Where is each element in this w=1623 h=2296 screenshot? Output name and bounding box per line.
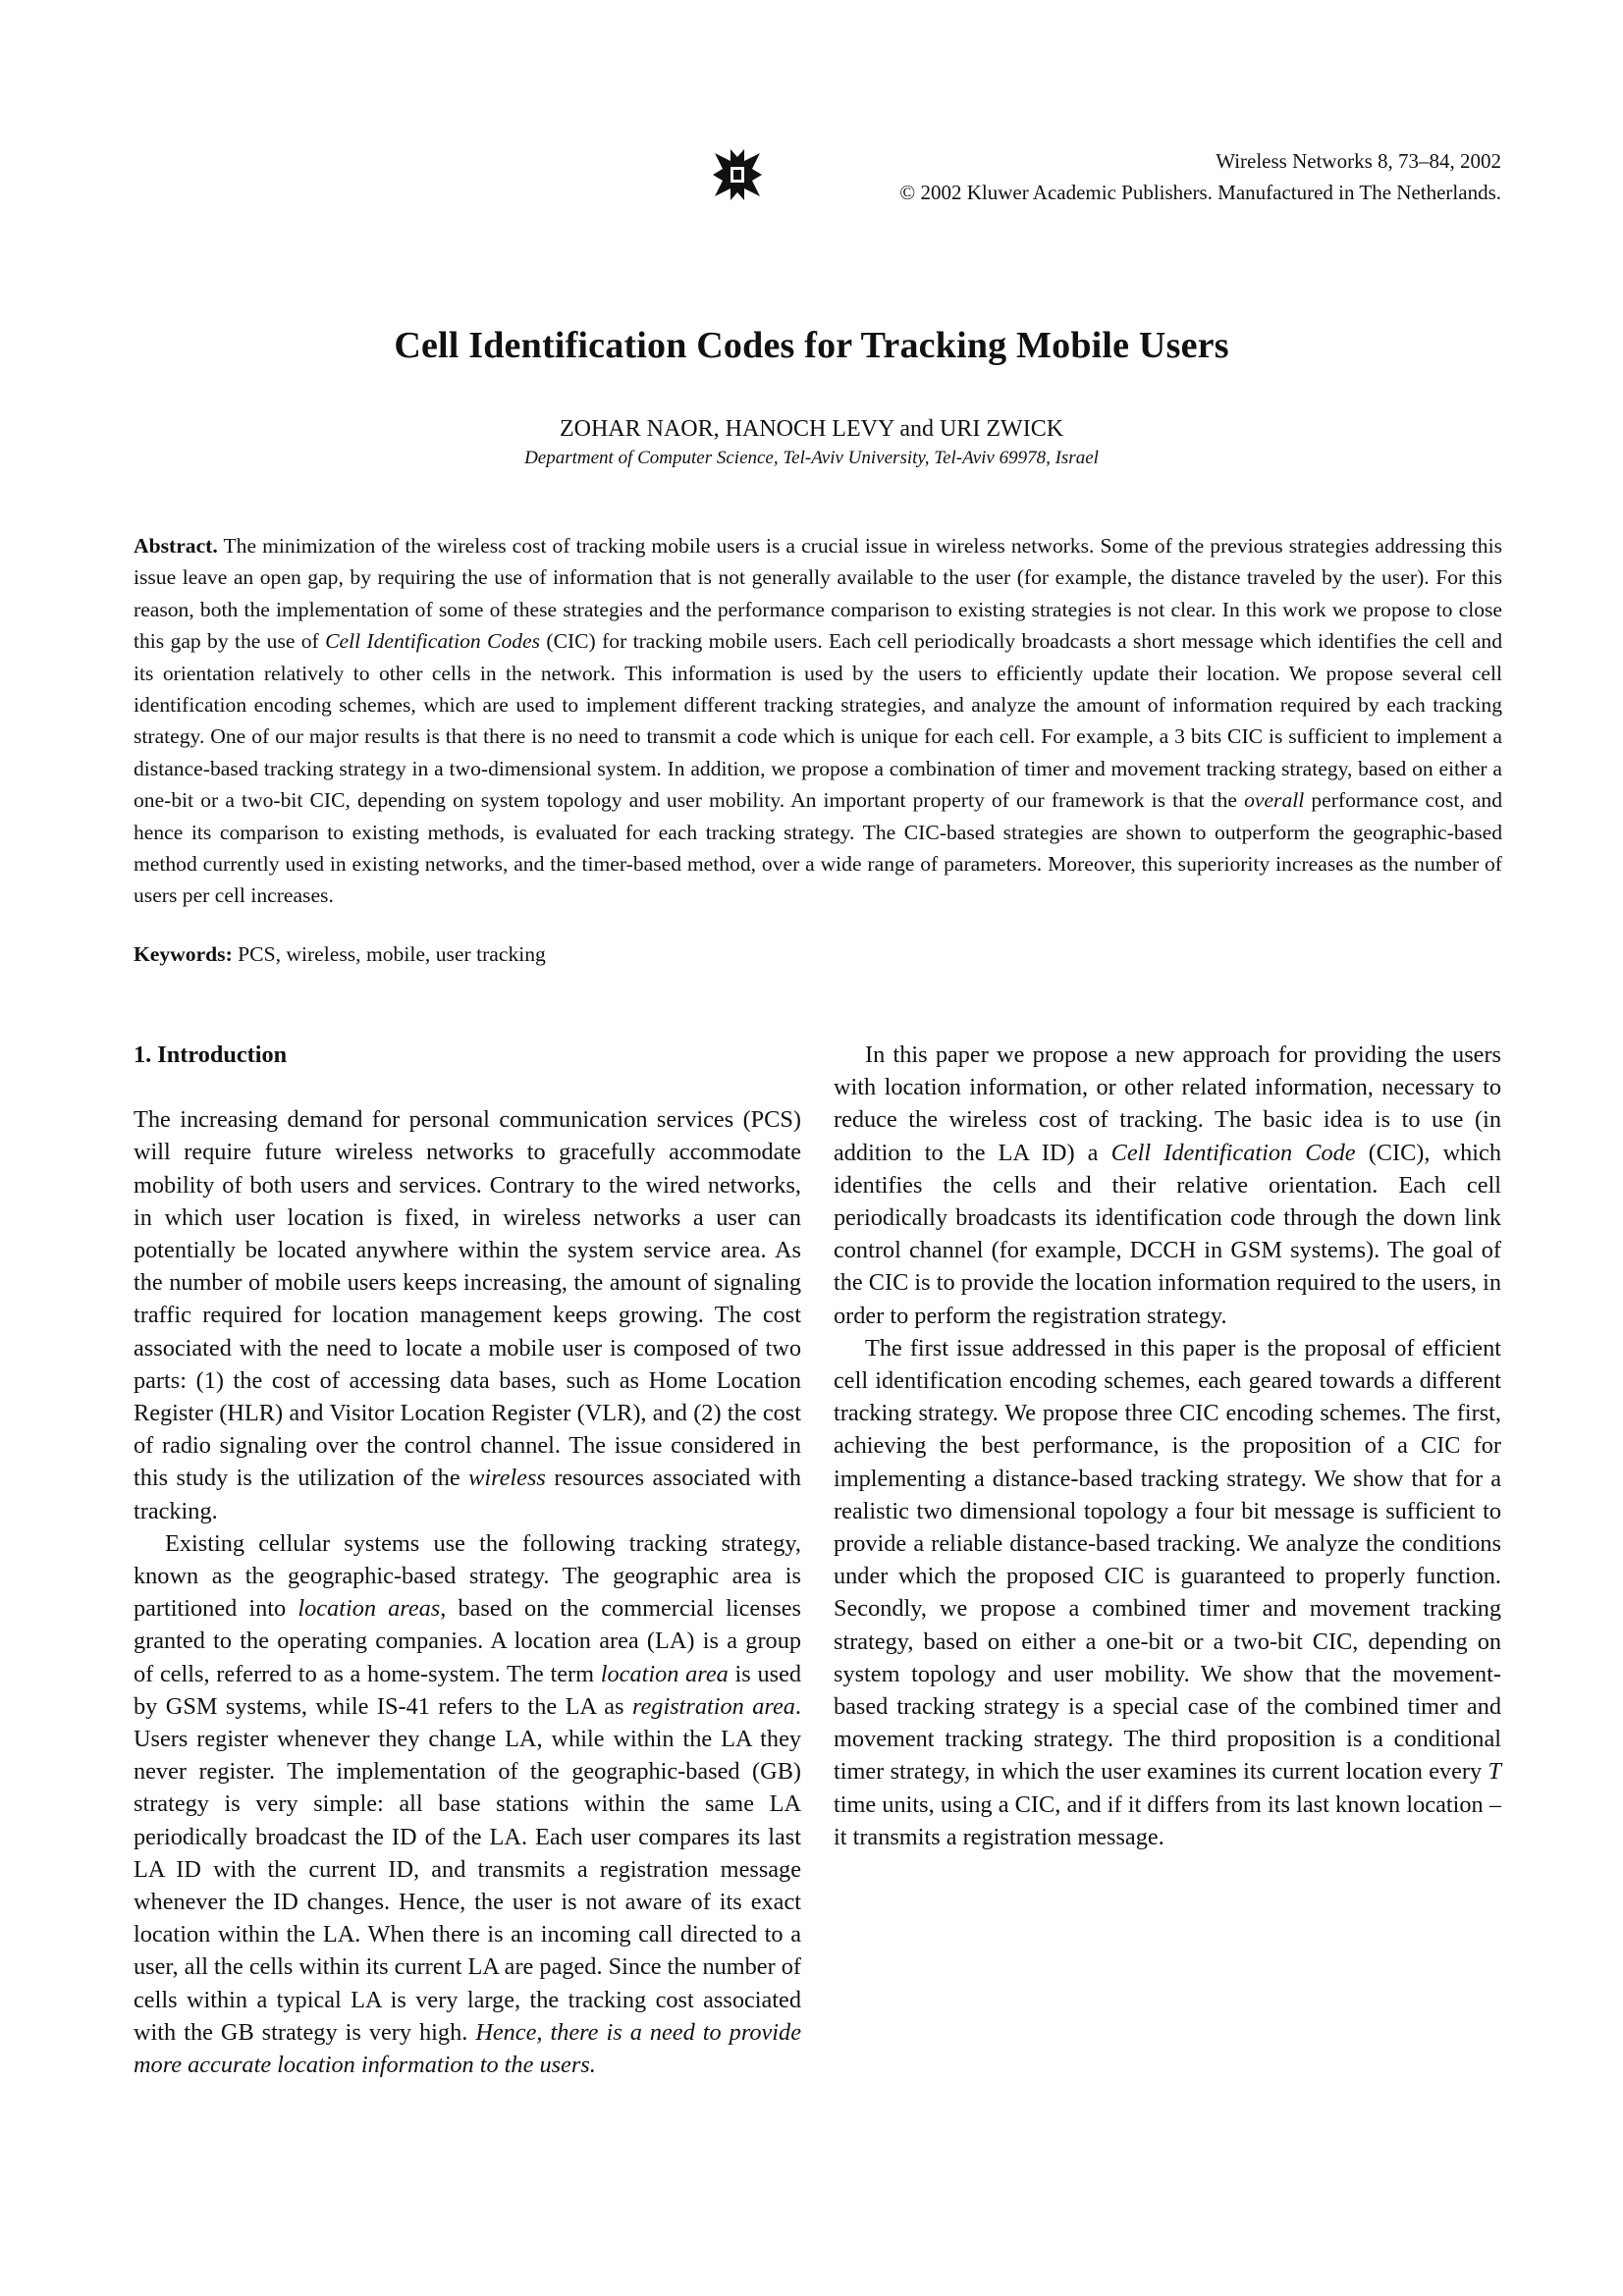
copyright-notice: © 2002 Kluwer Academic Publishers. Manufactured in The Netherlands. xyxy=(899,181,1501,204)
intro-p2-emph-location-areas: location areas xyxy=(298,1595,441,1623)
left-column xyxy=(134,1039,801,2081)
intro-p4-emph-T: T xyxy=(1488,1758,1501,1786)
intro-p1-text-a: The increasing demand for personal communication services (PCS) will require future wireless networks to gracefully accommodate mobility of both users and services. Contrary to the wired networks, in which user location is fixed, in wireless networks a user can potentially be located anywhere within the system service area. As the number of mobile users keeps increasing, the amount of signaling traffic required for location management keeps growing. The cost associated with the need to locate a mobile user is composed of two parts: (1) the cost of accessing data bases, such as Home Location Register (HLR) and Visitor Location Register (VLR), and (2) the cost of radio signaling over the control channel. The issue considered in this study is the utilization of the xyxy=(134,1106,801,1492)
keywords xyxy=(134,938,1502,970)
abstract-text-3: performance cost, and hence its comparison to existing methods, is evaluated for each tracking strategy. The CIC-based strategies are shown to outperform the geographic-based method currently used in existing networks, and the timer-based method, over a wide range of parameters. Moreover, this superiority increases as the number of users per cell increases. xyxy=(134,788,1503,908)
intro-p1-emph-wireless: wireless xyxy=(468,1465,546,1492)
abstract-label: Abstract. xyxy=(134,534,218,558)
keywords-label: Keywords: xyxy=(134,942,233,966)
abstract xyxy=(134,530,1502,912)
intro-p2-text-b: , based on the commercial licenses granted to the operating companies. A location area (LA) is a group of cells, referred to as a home-system. The term xyxy=(134,1595,802,1687)
abstract-text-2: (CIC) for tracking mobile users. Each cell periodically broadcasts a short message which identifies the cell and its orientation relatively to other cells in the network. This information is used by the users to efficiently update their location. We propose several cell identification encoding schemes, which are used to implement different tracking strategies, and analyze the amount of information required by each tracking strategy. One of our major results is that there is no need to transmit a code which is unique for each cell. For example, a 3 bits CIC is sufficient to implement a distance-based tracking strategy in a two-dimensional system. In addition, we propose a combination of timer and movement tracking strategy, based on either a one-bit or a two-bit CIC, depending on system topology and user mobility. An important property of our framework is that the xyxy=(134,629,1503,813)
author-list: ZOHAR NAOR, HANOCH LEVY and URI ZWICK xyxy=(559,416,1064,442)
abstract-text-1: The minimization of the wireless cost of tracking mobile users is a crucial issue in wireless networks. Some of the previous strategies addressing this issue leave an open gap, by requiring the use of information that is not generally available to the user (for example, the distance traveled by the user). For this reason, both the implementation of some of these strategies and the performance comparison to existing strategies is not clear. In this work we propose to close this gap by the use of xyxy=(134,534,1502,654)
journal-citation: Wireless Networks 8, 73–84, 2002 xyxy=(1216,149,1501,173)
intro-p2-emph-conclusion: Hence, there is a need to provide more accurate location information to the users. xyxy=(134,2018,801,2079)
intro-paragraph-4 xyxy=(834,1332,1501,1853)
author-affiliation: Department of Computer Science, Tel-Aviv University, Tel-Aviv 69978, Israel xyxy=(524,448,1099,468)
publisher-logo-icon xyxy=(711,147,764,202)
section-heading-introduction: 1. Introduction xyxy=(134,1041,288,1068)
intro-p3-text-b: (CIC), which identifies the cells and their relative orientation. Each cell periodically broadcasts its identification code through the down link control channel (for example, DCCH in GSM systems). The goal of the CIC is to provide the location information required to the users, in order to perform the registration strategy. xyxy=(834,1139,1501,1329)
intro-p2-text-d: . Users register whenever they change LA, while within the LA they never register. The implementation of the geographic-based (GB) strategy is very simple: all base stations within the same LA periodically broadcast the ID of the LA. Each user compares its last LA ID with the current ID, and transmits a registration message whenever the ID changes. Hence, the user is not aware of its exact location within the LA. When there is an incoming call directed to a user, all the cells within its current LA are paged. Since the number of cells within a typical LA is very large, the tracking cost associated with the GB strategy is very high. xyxy=(134,1692,801,2046)
abstract-overall-term: overall xyxy=(1244,788,1305,813)
abstract-cic-term: Cell Identification Codes xyxy=(325,629,541,654)
keywords-value: PCS, wireless, mobile, user tracking xyxy=(232,942,546,966)
intro-p2-emph-location-area: location area xyxy=(600,1660,729,1687)
paper-title: Cell Identification Codes for Tracking Mobile Users xyxy=(394,325,1229,366)
intro-p3-text-a: In this paper we propose a new approach for providing the users with location information, or other related information, necessary to reduce the wireless cost of tracking. The basic idea is to use (in addition to the LA ID) a xyxy=(834,1041,1501,1166)
intro-p4-text-b: time units, using a CIC, and if it differs from its last known location – it transmits a registration message. xyxy=(834,1790,1501,1850)
intro-paragraph-3 xyxy=(834,1039,1501,1332)
intro-p3-emph-cic: Cell Identification Code xyxy=(1110,1139,1356,1166)
intro-p4-text-a: The first issue addressed in this paper is the proposal of efficient cell identification encoding schemes, each geared towards a different tracking strategy. We propose three CIC encoding schemes. The first, achieving the best performance, is the proposition of a CIC for implementing a distance-based tracking strategy. We show that for a realistic two dimensional topology a four bit message is sufficient to provide a reliable distance-based tracking. We analyze the conditions under which the proposed CIC is guaranteed to properly function. Secondly, we propose a combined timer and movement tracking strategy, based on either a one-bit or a two-bit CIC, depending on system topology and user mobility. We show that the movement-based tracking strategy is a special case of the combined timer and movement tracking strategy. The third proposition is a conditional timer strategy, in which the user examines its current location every xyxy=(834,1334,1501,1786)
journal-header xyxy=(899,145,1501,208)
right-column xyxy=(834,1039,1501,1853)
intro-paragraph-1 xyxy=(134,1103,801,1527)
intro-p2-emph-registration-area: registration area xyxy=(631,1692,795,1720)
intro-paragraph-2 xyxy=(134,1527,801,2081)
intro-p2-text-a: Existing cellular systems use the following tracking strategy, known as the geographic-based strategy. The geographic area is partitioned into xyxy=(134,1529,801,1623)
intro-p2-text-c: is used by GSM systems, while IS-41 refers to the LA as xyxy=(134,1660,801,1720)
intro-p1-text-b: resources associated with tracking. xyxy=(134,1465,801,1524)
